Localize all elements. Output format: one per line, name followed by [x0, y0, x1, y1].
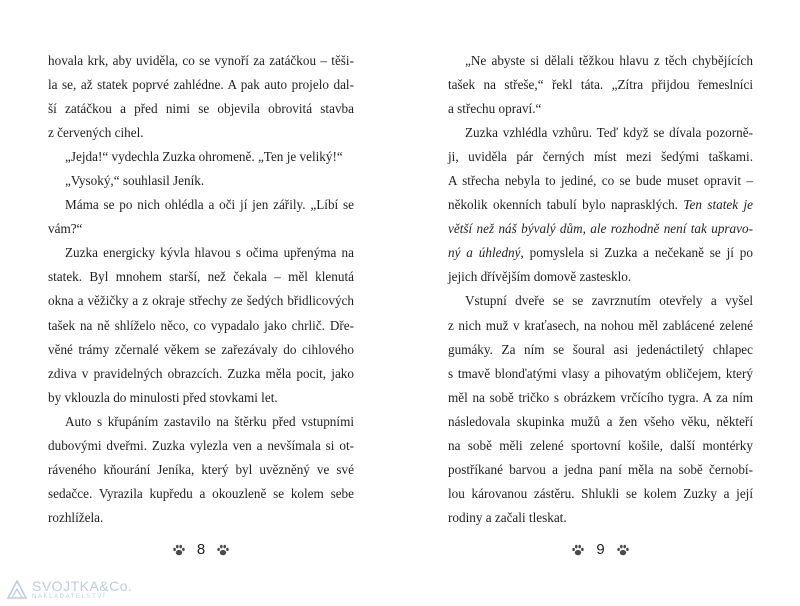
text-line: ji, uviděla pár černých míst mezi šedými taškami.: [448, 149, 753, 165]
italic-segment: Ten statek je: [683, 197, 754, 213]
text-line: [448, 217, 753, 241]
text-line: a střechu opraví.“: [448, 101, 542, 117]
text-line: zdiva v pravidelných obrazcích. Zuzka měla pocit, jako: [48, 365, 354, 381]
text-line: [448, 241, 753, 265]
text-line: „Jejda!“ vydechla Zuzka ohromeně. „Ten je veliký!“: [65, 149, 343, 165]
text-line: Máma se po nich ohlédla a oči jí jen zářily. „Líbí se: [65, 197, 354, 213]
page-folio: [48, 541, 354, 558]
text-line: by vklouzla do minulosti před stovkami let.: [48, 389, 278, 405]
italic-segment: větší než náš bývalý dům, ale rozhodně není tak upravo-: [448, 221, 753, 237]
paw-print-icon: [616, 543, 630, 557]
text-line: ráveného kňourání Jeníka, který byl uvězněný ve své: [48, 461, 354, 477]
text-line: tašek na ně shlíželo něco, co vypadalo jako chrlič. Dře-: [48, 317, 354, 333]
text-line: Zuzka energicky kývla hlavou s očima upřenýma na: [65, 245, 354, 261]
text-line: „Ne abyste si dělali těžkou hlavu z těch chybějících: [465, 53, 753, 68]
text-segment: , pomyslela si Zuzka a nečekaně se jí po: [520, 245, 753, 261]
text-line: [448, 193, 753, 217]
publisher-watermark: [6, 578, 132, 601]
right-page-text: [448, 49, 753, 530]
text-line: na sobě měli zelené sportovní košile, další montérky: [448, 437, 753, 453]
text-line: postříkané barvou a jedna paní měla na sobě černobí-: [448, 461, 753, 477]
text-line: sedačce. Vyrazila kupředu a okouzleně se kolem sebe: [48, 485, 354, 501]
italic-segment: ný a úhledný: [448, 245, 521, 261]
text-line: jejich dřívějším domově zastesklo.: [448, 269, 632, 285]
text-line: gumáky. Za ním se šoural asi jedenáctiletý chlapec: [448, 341, 753, 357]
paw-print-icon: [571, 543, 585, 557]
text-line: z nich muž v kraťasech, na nohou měl zablácené zelené: [448, 317, 753, 333]
publisher-name: SVOJTKA&Co.: [32, 578, 133, 594]
text-line: měl na sobě tričko s obrázkem vrčícího tygra. A za ním: [448, 389, 753, 405]
page-folio: [448, 541, 753, 558]
text-line: rozhlížela.: [48, 509, 104, 525]
text-line: okna a věžičky a z okraje střechy ze šedých břidlicových: [48, 293, 354, 309]
right-page: [448, 0, 753, 606]
text-line: Vstupní dveře se se zavrznutím otevřely a vyšel: [465, 293, 753, 309]
svojtka-logo-icon: [6, 578, 28, 600]
text-line: A střecha nebyla to jediné, co se bude muset opravit –: [448, 173, 753, 189]
text-line: ší zatáčkou a před nimi se objevila obrovitá stavba: [48, 101, 354, 117]
text-line: la se, až statek poprvé zahlédne. A pak auto projelo dal-: [48, 77, 354, 93]
paw-print-icon: [216, 543, 230, 557]
text-line: Auto s křupáním zastavilo na štěrku před vstupními: [65, 413, 354, 429]
text-line: následovala skupinka mužů a žen všeho věku, někteří: [448, 413, 753, 429]
page-number: 9: [596, 541, 605, 558]
text-line: tašek na střeše,“ řekl táta. „Zítra přijdou řemeslníci: [448, 77, 753, 93]
text-line: „Vysoký,“ souhlasil Jeník.: [65, 173, 205, 189]
text-line: statek. Byl mnohem starší, než čekala – měl klenutá: [48, 269, 354, 285]
text-line: rodiny a začali tleskat.: [448, 509, 567, 525]
publisher-name-block: [32, 578, 132, 601]
text-segment: několik okenních tabulí bylo naprasklých.: [448, 197, 678, 213]
text-line: vám?“: [48, 221, 83, 237]
text-line: věné trámy zčernalé věkem se zařezávaly do cihlového: [48, 341, 354, 357]
left-page-text: [48, 49, 354, 530]
text-line: dubovými dveřmi. Zuzka vylezla ven a nevšímala si ot-: [48, 437, 354, 453]
text-line: hovala krk, aby uviděla, co se vynoří za zatáčkou – těši-: [48, 53, 354, 68]
publisher-subtitle: NAKLADATELSTVÍ: [32, 594, 107, 600]
text-line: Zuzka vzhlédla vzhůru. Teď když se dívala pozorně-: [465, 125, 753, 141]
text-line: s tmavě blonďatými vlasy a pihovatým obličejem, který: [448, 365, 753, 381]
text-line: z červených cihel.: [48, 125, 144, 141]
paw-print-icon: [172, 543, 186, 557]
left-page: [48, 0, 354, 606]
page-number: 8: [196, 541, 206, 558]
text-line: lou károvanou zástěru. Shlukli se kolem Zuzky a její: [448, 485, 753, 501]
